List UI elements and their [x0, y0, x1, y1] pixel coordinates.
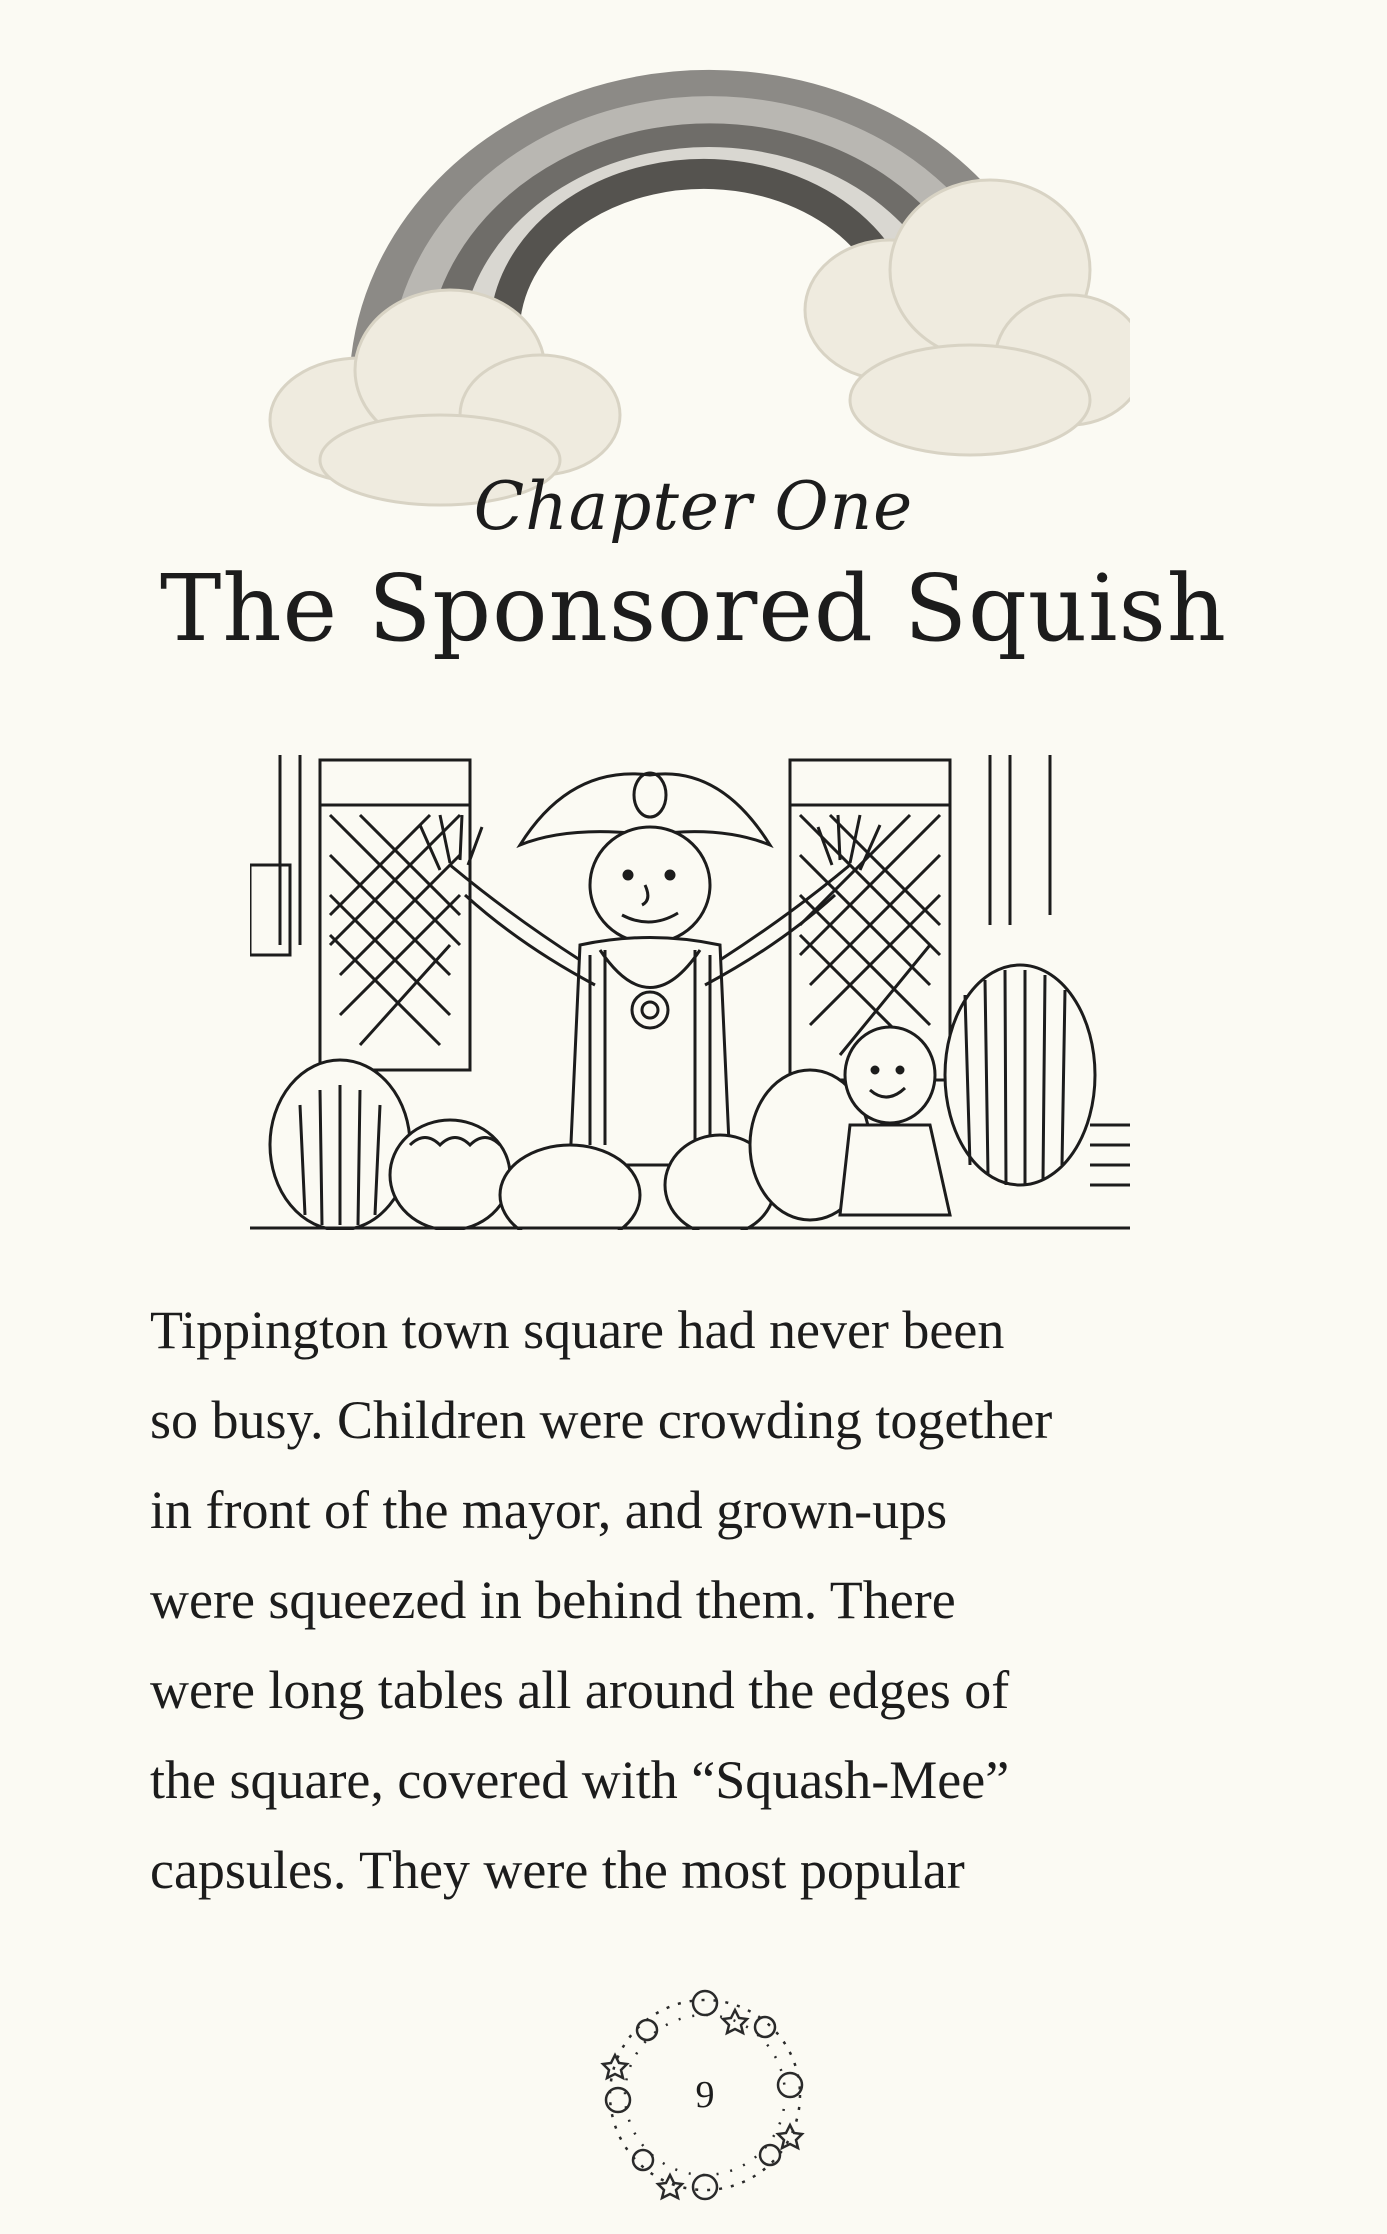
story-line: were long tables all around the edges of — [150, 1660, 1010, 1720]
story-line: were squeezed in behind them. There — [150, 1570, 956, 1630]
story-line: in front of the mayor, and grown-ups — [150, 1480, 948, 1540]
story-line: the square, covered with “Squash-Mee” — [150, 1750, 1010, 1810]
rainbow-clouds-icon — [250, 40, 1130, 510]
story-line: capsules. They were the most popular — [150, 1840, 965, 1900]
mayor-crowd-illustration — [250, 745, 1130, 1230]
chapter-title: The Sponsored Squish — [159, 555, 1228, 662]
story-line: Tippington town square had never been — [150, 1300, 1005, 1360]
story-text — [150, 1285, 1290, 1915]
page-number: 9 — [695, 2074, 715, 2116]
chapter-number-heading: Chapter One — [473, 468, 914, 545]
story-line: so busy. Children were crowding together — [150, 1390, 1053, 1450]
